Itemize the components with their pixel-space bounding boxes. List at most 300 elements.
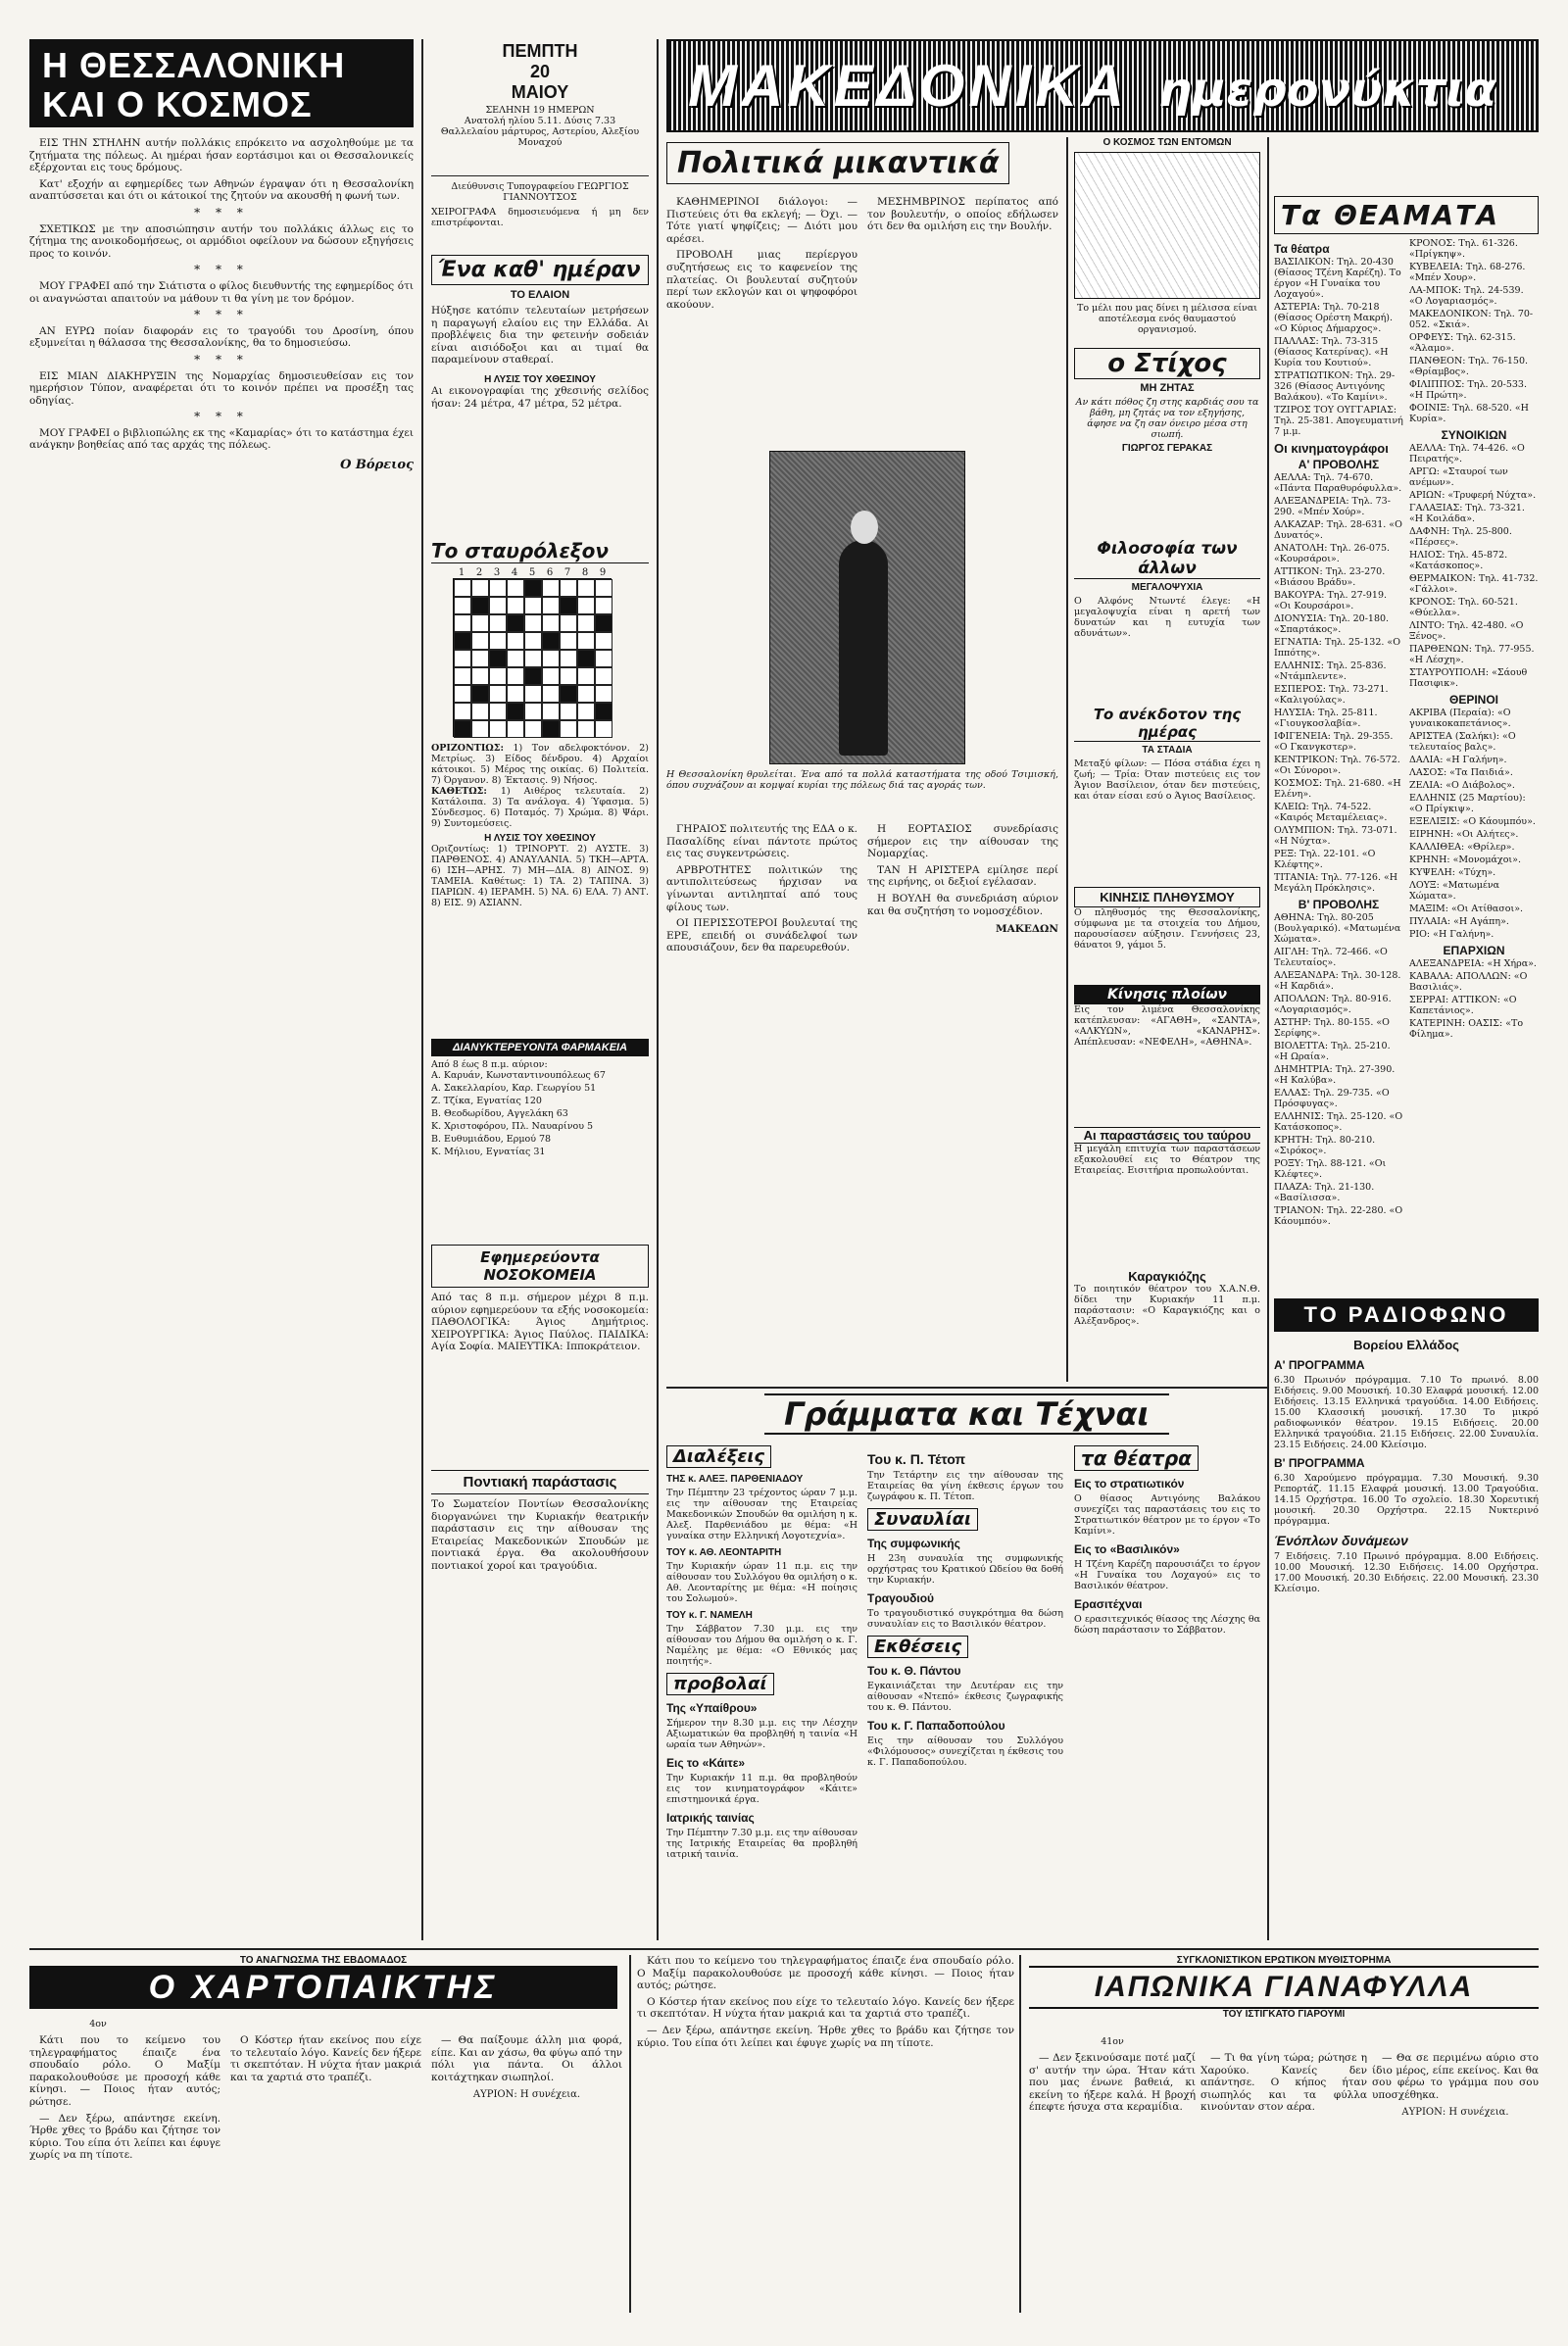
street-photo <box>770 452 964 763</box>
pharmacies-title: ΔΙΑΝΥΚΤΕΡΕΥΟΝΤΑ ΦΑΡΜΑΚΕΙΑ <box>431 1039 649 1056</box>
crossword-cell[interactable] <box>471 632 489 650</box>
cinema-item: ΑΡΙΣΤΕΑ (Σαλήκι): «Ο τελευταίος βαλς». <box>1409 731 1516 753</box>
cinema-item: ΕΛΛΑΣ: Τηλ. 29-735. «Ο Πρόσφυγας». <box>1274 1088 1390 1109</box>
dialexeis-title: Διαλέξεις <box>666 1445 771 1468</box>
separator-stars: * * * <box>194 410 249 424</box>
cinema-item: ΟΛΥΜΠΙΟΝ: Τηλ. 73-071. «Η Νύχτα». <box>1274 825 1397 847</box>
story-paragraph: — Δεν ξέρω, απάντησε εκείνη. Ήρθε χθες το βράδυ και ζήτησε τον κύριο. Του είπα ότι λείπει και έφυγε χωρίς να πη τίποτε. <box>29 2112 220 2162</box>
politika-paragraph: ΜΕΣΗΜΒΡΙΝΟΣ περίπατος από τον βουλευτήν, ο οποίος εδήλωσεν ότι δεν θα ομιλήση εις την Βουλήν. <box>867 196 1058 233</box>
concert1-text: Η 23η συναυλία της συμφωνικής ορχήστρας του Κρατικού Ωδείου θα δοθή την Κυριακήν. <box>867 1553 1063 1586</box>
crossword-cell[interactable] <box>577 632 595 650</box>
print-note: ΧΕΙΡΟΓΡΑΦΑ δημοσιευόμενα ή μη δεν επιστρέφονται. <box>431 207 649 228</box>
radio-a-text: 6.30 Πρωινόν πρόγραμμα. 7.10 Το πρωινό. 8.00 Ειδήσεις. 9.00 Μουσική. 10.30 Ελαφρά μουσική. 12.00 Ειδήσεις. 13.15 Ελληνικά τραγούδια. 14.00 Ειδήσεις. 15.00 Κλασσική μουσική. 17.30 Το μικρό ραδιοφωνικόν θέατρον. 19.15 Ειδήσεις. 20.00 Ελληνικά τραγούδια. 21.15 Ειδήσεις. 22.00 Συναυλία. 23.15 Ειδήσεις. 24.00 Κλείσιμο. <box>1274 1375 1539 1450</box>
crossword-number: 2 <box>475 567 483 578</box>
thessaloniki-title-line2: ΚΑΙ Ο ΚΟΣΜΟΣ <box>42 84 313 124</box>
ektheseis-title: Εκθέσεις <box>867 1636 968 1658</box>
photo-figure-head <box>851 511 878 544</box>
iaponika-title: ΙΑΠΩΝΙΚΑ ΓΙΑΝΑΦΥΛΛΑ <box>1029 1966 1539 2009</box>
crossword-cell[interactable] <box>595 720 612 738</box>
crossword-numbers <box>453 567 649 578</box>
iaponika-col1 <box>1029 2052 1196 2309</box>
thessaloniki-paragraph: ΕΙΣ ΜΙΑΝ ΔΙΑΚΗΡΥΞΙΝ της Νομαρχίας δημοσιευθείσαν εις τον ημερήσιον Τύπον, αναφέρεται ότι το κοινόν πρέπει να προσέξη τας οδηγίας. <box>29 369 414 407</box>
filosofia-text: Ο Αλφόνς Ντωντέ έλεγε: «Η μεγαλοψυχία είναι η αρετή των δυνατών και η ευτυχία των αδυνάτων». <box>1074 596 1260 639</box>
makedonika-title-left: ΜΑΚΕΔΟΝΙΚΑ <box>688 53 1129 119</box>
crossword-cell[interactable] <box>595 667 612 685</box>
crossword-cell[interactable] <box>542 614 560 632</box>
cinema-item: ΒΙΟΛΕΤΤΑ: Τηλ. 25-210. «Η Ωραία». <box>1274 1041 1391 1062</box>
ena-kath-section <box>431 255 649 539</box>
crossword-cell[interactable] <box>471 650 489 667</box>
ena-kath-title: Ένα καθ' ημέραν <box>431 255 649 285</box>
crossword-cell[interactable] <box>524 597 542 614</box>
hartopaiktis-col1 <box>29 2034 220 2309</box>
crossword-cell[interactable] <box>595 597 612 614</box>
iaponika-next: ΑΥΡΙΟΝ: Η συνέχεια. <box>1401 2107 1509 2119</box>
thessaloniki-title-line1: Η ΘΕΣΣΑΛΟΝΙΚΗ <box>42 45 346 85</box>
anekdoto-section <box>1074 706 1260 882</box>
crossword-clues <box>431 743 649 908</box>
column-rule <box>1267 137 1269 1940</box>
politika-body-col1 <box>666 196 858 451</box>
story-paragraph: — Τι θα γίνη τώρα; ρώτησε η Χαρούκο. Κανείς δεν απάντησε. Ο κήπος ήταν σιωπηλός και τα φύλλα κινούνταν στον αέρα. <box>1200 2052 1367 2114</box>
cinema-item: ΕΛΛΗΝΙΣ (25 Μαρτίου): «Ο Πρίγκιψ». <box>1409 793 1526 814</box>
anekdoto-title: Το ανέκδοτον της ημέρας <box>1074 706 1260 742</box>
crossword-cell[interactable] <box>577 703 595 720</box>
crossword-cell[interactable] <box>489 685 507 703</box>
stichos-poem: Αν κάτι πόθος ζη στης καρδιάς σου τα βάθη, μη ζητάς να τον εξηγήσης, άφησε να ζη σαν όνειρο μέσα στη σιωπή. <box>1075 397 1259 440</box>
crossword-cell[interactable] <box>454 614 471 632</box>
crossword-cell[interactable] <box>560 667 577 685</box>
crossword-cell[interactable] <box>489 703 507 720</box>
crossword-vertical-title: ΚΑΘΕΤΩΣ: <box>431 786 487 797</box>
anekdoto-text: Μεταξύ φίλων: — Πόσα στάδια έχει η ζωή; — Τρία: Όταν πιστεύεις εις τον Άγιον Βασίλειον, όταν δεν πιστεύεις, και όταν είσαι εσύ ο Άγιος Βασίλειος. <box>1074 758 1260 802</box>
crossword-black-cell <box>524 667 542 685</box>
crossword-cell[interactable] <box>542 650 560 667</box>
crossword-cell[interactable] <box>454 650 471 667</box>
synavliai-title: Συναυλίαι <box>867 1508 978 1531</box>
cinema-item: ΑΝΑΤΟΛΗ: Τηλ. 26-075. «Κουρσάροι». <box>1274 543 1391 564</box>
cinema-item: ΜΑΚΕΔΟΝΙΚΟΝ: Τηλ. 70-052. «Σκιά». <box>1409 309 1534 330</box>
theatre-item: ΤΖΙΡΟΣ ΤΟΥ ΟΥΓΓΑΡΙΑΣ: Τηλ. 25-381. Απογευματινή 7 μ.μ. <box>1274 405 1403 437</box>
crossword-black-cell <box>560 685 577 703</box>
theatre-news1-title: Εις το στρατιωτικόν <box>1074 1477 1185 1491</box>
cinema-item: ΒΑΚΟΥΡΑ: Τηλ. 27-919. «Οι Κουρσάροι». <box>1274 590 1388 611</box>
radio-b-title: Β' ΠΡΟΓΡΑΜΜΑ <box>1274 1456 1365 1470</box>
politika-paragraph: ΤΑΝ Η ΑΡΙΣΤΕΡΑ εμίλησε περί της ειρήνης, οι δεξιοί εγέλασαν. <box>867 863 1058 889</box>
cinema-item: ΑΡΓΩ: «Σταυροί των ανέμων». <box>1409 466 1508 488</box>
cinema-item: ΑΙΓΛΗ: Τηλ. 72-466. «Ο Τελευταίος». <box>1274 947 1388 968</box>
crossword-cell[interactable] <box>454 667 471 685</box>
crossword-cell[interactable] <box>577 720 595 738</box>
crossword-cell[interactable] <box>489 597 507 614</box>
crossword-cell[interactable] <box>471 667 489 685</box>
screening1-text: Σήμερον την 8.30 μ.μ. εις την Λέσχην Αξιωματικών θα προβληθή η ταινία «Η ωραία των Αθηνών». <box>666 1718 858 1750</box>
theatre-item: ΠΑΛΛΑΣ: Τηλ. 73-315 (Θίασος Κατερίνας). «Η Κυρία του Κουτιού». <box>1274 336 1389 368</box>
crossword-cell[interactable] <box>595 685 612 703</box>
story-paragraph: — Δεν ξεκινούσαμε ποτέ μαζί σ' αυτήν την ώρα. Ήταν κάτι που μας ένωνε βαθειά, κι εκείνη το ήξερε καλά. Η βροχή έπεφτε ήσυχα στα κεραμίδια. <box>1029 2052 1196 2114</box>
exhibition2-title: Του κ. Γ. Παπαδοπούλου <box>867 1719 1005 1733</box>
iaponika-author: ΤΟΥ ΙΣΤΙΓΚΑΤΟ ΓΙΑΡΟΥΜΙ <box>1222 2009 1346 2020</box>
exhibition1-title: Του κ. Θ. Πάντου <box>867 1664 961 1678</box>
crossword-cell[interactable] <box>471 720 489 738</box>
crossword-number: 6 <box>546 567 554 578</box>
politika-paragraph: ΑΡΒΡΟΤΗΤΕΣ πολιτικών της αντιπολιτεύσεως ήρχισαν να γίνωνται αντιληπταί από τους φίλους των. <box>666 863 858 913</box>
date-day: ΠΕΜΠΤΗ <box>502 41 578 61</box>
politika-paragraph: ΚΑΘΗΜΕΡΙΝΟΙ διάλογοι: — Πιστεύεις ότι θα εκλεγή; — Όχι. — Τότε γιατί ψηφίζεις; — Διότι μου αρέσει. <box>666 196 858 245</box>
crossword-cell[interactable] <box>454 597 471 614</box>
makedonika-banner <box>666 39 1539 132</box>
print-director: Διεύθυνσις Τυπογραφείου ΓΕΩΡΓΙΟΣ ΓΙΑΝΝΟΥΤΣΟΣ <box>451 181 629 203</box>
thessaloniki-paragraph: ΜΟΥ ΓΡΑΦΕΙ ο βιβλιοπώλης εκ της «Καμαρίας» ότι το κατάστημα έχει ανάγκην βοηθείας από τας αρχάς της πόλεως. <box>29 426 414 452</box>
synoikia-title: ΣΥΝΟΙΚΙΩΝ <box>1441 428 1507 442</box>
crossword-cell[interactable] <box>507 650 524 667</box>
crossword-cell[interactable] <box>489 720 507 738</box>
crossword-cell[interactable] <box>471 703 489 720</box>
cinema-item: ΚΥΨΕΛΗ: «Τύχη». <box>1409 867 1496 878</box>
cinema-item: ΛΑ-ΜΠΟΚ: Τηλ. 24-539. «Ο Λογαριασμός». <box>1409 285 1524 307</box>
theatre-item: ΒΑΣΙΛΙΚΟΝ: Τηλ. 20-430 (Θίασος Τζένη Καρέζη). Το έργον «Η Γυναίκα του Λοχαγού». <box>1274 257 1401 300</box>
crossword-vertical: 1) Αιθέρος τελευταία. 2) Κατάλοιπα. 3) Τα ανάλογα. 4) Ύφασμα. 5) Σύνδεσμος. 6) Ποταμός. 7) Χρώμα. 8) Ψάρι. 9) Συντομεύσεις. <box>431 786 649 829</box>
crossword-cell[interactable] <box>524 632 542 650</box>
column-rule <box>657 39 659 1940</box>
cinema-item: ΜΑΞΙΜ: «Οι Ατίθασοι». <box>1409 904 1524 914</box>
theatre-news2-title: Εις το «Βασιλικόν» <box>1074 1542 1180 1556</box>
crossword-number: 7 <box>564 567 571 578</box>
story-paragraph: — Δεν ξέρω, απάντησε εκείνη. Ήρθε χθες το βράδυ και ζήτησε τον κύριο. Του είπα ότι λείπει και έφυγε χωρίς να πη τίποτε. <box>637 2024 1014 2049</box>
crossword-cell[interactable] <box>542 703 560 720</box>
story-paragraph: Ο Κόστερ ήταν εκείνος που είχε το τελευταίο λόγο. Κανείς δεν ήξερε τι σκεπτόταν. Η νύχτα ήταν μακριά και τα χαρτιά στο τραπέζι. <box>637 1995 1014 2021</box>
pharmacy-item: Α. Καρυάν, Κωνσταντινουπόλεως 67 <box>431 1070 606 1081</box>
ena-kath-solution: Αι εικονογραφίαι της χθεσινής σελίδος ήσαν: 24 μέτρα, 47 μέτρα, 52 μέτρα. <box>431 384 649 410</box>
crossword-cell[interactable] <box>595 632 612 650</box>
insects-text: Το μέλι που μας δίνει η μέλισσα είναι αποτέλεσμα ενός θαυμαστού οργανισμού. <box>1076 303 1258 335</box>
crossword-cell[interactable] <box>560 720 577 738</box>
theatre-item: ΣΤΡΑΤΙΩΤΙΚΟΝ: Τηλ. 29-326 (Θίασος Αντιγόνης Βαλάκου). «Το Καμίνι». <box>1274 370 1396 403</box>
crossword-cell[interactable] <box>524 685 542 703</box>
ploia-section <box>1074 985 1260 1122</box>
column-rule <box>1066 137 1068 1382</box>
crossword-cell[interactable] <box>454 703 471 720</box>
cinema-item: ΗΛΥΣΙΑ: Τηλ. 25-811. «Γιουγκοσλαβία». <box>1274 708 1378 729</box>
separator-stars: * * * <box>194 352 249 367</box>
crossword-cell[interactable] <box>524 650 542 667</box>
cinema-item: ΤΙΤΑΝΙΑ: Τηλ. 77-126. «Η Μεγάλη Πρόκλησις». <box>1274 872 1398 894</box>
parastaseis-title: Αι παραστάσεις του ταύρου <box>1074 1127 1260 1144</box>
politika-paragraph: Η ΒΟΥΛΗ θα συνεδριάση αύριον και θα συζητήση το νομοσχέδιον. <box>867 892 1058 917</box>
crossword-black-cell <box>489 650 507 667</box>
crossword-cell[interactable] <box>489 579 507 597</box>
radio-station: Βορείου Ελλάδος <box>1353 1338 1459 1352</box>
politika-body-col4 <box>867 823 1058 1382</box>
hospitals-section <box>431 1245 649 1460</box>
theatre-item: ΑΣΤΕΡΙΑ: Τηλ. 70-218 (Θίασος Ορέστη Μακρή). «Ο Κύριος Δήμαρχος». <box>1274 302 1394 334</box>
thessaloniki-paragraph: ΑΝ ΕΥΡΩ ποίαν διαφοράν εις το τραγούδι του Δροσίνη, όπου εξυμνείται η θάλασσα της Θεσσαλονίκης, θα το δημοσιεύσω. <box>29 324 414 350</box>
eparchion-title: ΕΠΑΡΧΙΩΝ <box>1443 944 1505 957</box>
crossword-cell[interactable] <box>595 579 612 597</box>
grammata-col3 <box>1074 1445 1260 1940</box>
pontiaki-section <box>431 1470 649 1940</box>
crossword-cell[interactable] <box>507 685 524 703</box>
hartopaiktis-col2 <box>230 2034 421 2309</box>
cinema-item: ΑΛΚΑΖΑΡ: Τηλ. 28-631. «Ο Δυνατός». <box>1274 519 1402 541</box>
crossword-cell[interactable] <box>489 614 507 632</box>
cinema-item: ΛΟΥΞ: «Ματωμένα Χώματα». <box>1409 880 1500 902</box>
iaponika-col2 <box>1200 2052 1367 2309</box>
cinema-item: ΔΑΦΝΗ: Τηλ. 25-800. «Πέρσες». <box>1409 526 1512 548</box>
story-paragraph: Κάτι που το κείμενο του τηλεγραφήματος έπαιζε ένα σπουδαίο ρόλο. Ο Μαξίμ παρακολουθούσε με προσοχή κάθε κίνησι. — Ποιος ήταν αυτός; ρώτησε. <box>637 1955 1014 1992</box>
karagiozis-text: Το ποιητικόν θέατρον του Χ.Α.Ν.Θ. δίδει την Κυριακήν 11 π.μ. παράστασιν: «Ο Καραγκιόζης και ο Αλέξανδρος». <box>1074 1284 1260 1327</box>
cinema-item: ΠΑΝΘΕΟΝ: Τηλ. 76-150. «Θρίαμβος». <box>1409 356 1529 377</box>
radio-title: ΤΟ ΡΑΔΙΟΦΩΝΟ <box>1274 1298 1539 1332</box>
crossword-cell[interactable] <box>471 614 489 632</box>
lecture1-text: Την Πέμπτην 23 τρέχοντος ώραν 7 μ.μ. εις την αίθουσαν της Εταιρείας Μακεδονικών Σπουδών θα ομιλήση η κ. Αλεξ. Παρθενιάδου με θέμα: «Η γυναίκα στην Ελληνική Λογοτεχνία». <box>666 1488 858 1541</box>
cinema-item: ΑΚΡΙΒΑ (Περαία): «Ο γυναικοκαπετάνιος». <box>1409 708 1511 729</box>
crossword-cell[interactable] <box>595 650 612 667</box>
kiniseis-title: ΚΙΝΗΣΙΣ ΠΛΗΘΥΣΜΟΥ <box>1074 887 1260 907</box>
crossword-number: 8 <box>581 567 589 578</box>
crossword-grid[interactable] <box>453 578 612 737</box>
therinoi-title: ΘΕΡΙΝΟΙ <box>1448 693 1498 707</box>
cinema-item: ΑΕΛΛΑ: Τηλ. 74-670. «Πάντα Παραθυρόφυλλα». <box>1274 472 1402 494</box>
grammata-banner <box>666 1393 1267 1441</box>
crossword-number: 3 <box>493 567 501 578</box>
screening3-text: Την Πέμπτην 7.30 μ.μ. εις την αίθουσαν της Ιατρικής Εταιρείας θα προβληθή ιατρική ταινία. <box>666 1828 858 1860</box>
thessaloniki-signature: Ο Βόρειος <box>340 458 414 473</box>
cinema-item: ΠΑΡΘΕΝΩΝ: Τηλ. 77-955. «Η Λέσχη». <box>1409 644 1535 665</box>
crossword-black-cell <box>524 579 542 597</box>
ena-kath-subtitle: ΤΟ ΕΛΑΙΟΝ <box>510 289 570 301</box>
saints-info: Θαλλελαίου μάρτυρος, Αστερίου, Αλεξίου Μοναχού <box>440 126 640 148</box>
crossword-cell[interactable] <box>577 685 595 703</box>
crossword-cell[interactable] <box>560 579 577 597</box>
grammata-title: Γράμματα και Τέχναι <box>764 1393 1169 1435</box>
print-info <box>431 181 649 250</box>
crossword-cell[interactable] <box>577 597 595 614</box>
cinema-item: ΑΛΕΞΑΝΔΡΑ: Τηλ. 30-128. «Η Καρδιά». <box>1274 970 1401 992</box>
cinema-item: ΡΙΟ: «Η Γαλήνη». <box>1409 929 1494 940</box>
exhibition1-text: Εγκαινιάζεται την Δευτέραν εις την αίθουσαν «Ντεπό» έκθεσις ζωγραφικής του κ. Θ. Πάντου. <box>867 1681 1063 1713</box>
crossword-solution-title: Η ΛΥΣΙΣ ΤΟΥ ΧΘΕΣΙΝΟΥ <box>484 833 596 844</box>
iaponika-col3 <box>1372 2052 1539 2309</box>
grammata-col2 <box>867 1445 1063 1940</box>
pharmacy-item: Ζ. Τζίκα, Εγνατίας 120 <box>431 1096 542 1106</box>
cinema-item: ΘΕΡΜΑΙΚΟΝ: Τηλ. 41-732. «Γάλλοι». <box>1409 573 1539 595</box>
cinema-item: ΦΟΙΝΙΞ: Τηλ. 68-520. «Η Κυρία». <box>1409 403 1529 424</box>
cinema-item: ΚΑΒΑΛΑ: ΑΠΟΛΛΩΝ: «Ο Βασιλιάς». <box>1409 971 1528 993</box>
crossword-cell[interactable] <box>489 632 507 650</box>
cinema-item: ΛΑΣΟΣ: «Τα Παιδιά». <box>1409 767 1513 778</box>
crossword-cell[interactable] <box>560 632 577 650</box>
radio-b-text: 6.30 Χαρούμενο πρόγραμμα. 7.30 Μουσική. 9.30 Ρεπορτάζ. 11.15 Ελαφρά μουσική. 13.00 Τραγούδια. 14.15 Ορχήστρα. 16.00 Το σχολείο. 18.30 Χορευτική μουσική. 20.30 Ορχήστρα. 22.15 Νυκτερινό πρόγραμμα. <box>1274 1473 1539 1527</box>
crossword-cell[interactable] <box>560 703 577 720</box>
hospitals-title: Εφημερεύοντα ΝΟΣΟΚΟΜΕΙΑ <box>431 1245 649 1288</box>
crossword-number: 1 <box>458 567 466 578</box>
concert2-text: Το τραγουδιστικό συγκρότημα θα δώση συναυλίαν εις το Βασιλικόν θέατρον. <box>867 1608 1063 1630</box>
crossword-black-cell <box>542 632 560 650</box>
lecture2-title: ΤΟΥ κ. ΑΘ. ΛΕΟΝΤΑΡΙΤΗ <box>666 1547 782 1558</box>
crossword-cell[interactable] <box>577 614 595 632</box>
politika-title: Πολιτικά μικαντικά <box>666 142 1009 184</box>
cinema-item: ΛΙΝΤΟ: Τηλ. 42-480. «Ο Ξένος». <box>1409 620 1524 642</box>
concert2-title: Τραγουδιού <box>867 1591 935 1605</box>
crossword-black-cell <box>507 703 524 720</box>
theamata-col1 <box>1274 238 1403 1229</box>
crossword-cell[interactable] <box>524 614 542 632</box>
stichos-subtitle: ΜΗ ΖΗΤΑΣ <box>1140 382 1195 394</box>
hartopaiktis-col4 <box>637 1955 1014 2308</box>
insects-section <box>1074 137 1260 343</box>
exhibition2-text: Εις την αίθουσαν του Συλλόγου «Φιλόμουσος» συνεχίζεται η έκθεσις του κ. Γ. Παπαδοπούλου. <box>867 1735 1063 1768</box>
date-month: ΜΑΙΟΥ <box>511 82 569 102</box>
date-number: 20 <box>529 62 551 81</box>
crossword-cell[interactable] <box>489 667 507 685</box>
cinema-item: ΚΡΗΤΗ: Τηλ. 80-210. «Σιρόκος». <box>1274 1135 1376 1156</box>
crossword-black-cell <box>577 650 595 667</box>
thessaloniki-paragraph: ΣΧΕΤΙΚΩΣ με την αποσιώπησιν αυτήν του πολλάκις άλλως εις το ζήτημα της ανοικοδομήσεως, οι αρμόδιοι οφείλουν να δώσουν εξηγήσεις προς το κοινόν. <box>29 222 414 260</box>
makedonika-title-right: ημερονύκτια <box>1158 63 1497 118</box>
cinema-item: ΑΣΤΗΡ: Τηλ. 80-155. «Ο Σερίφης». <box>1274 1017 1390 1039</box>
politika-paragraph: Η ΕΟΡΤΑΣΙΟΣ συνεδρίασις σήμερον εις την αίθουσαν της Νομαρχίας. <box>867 823 1058 860</box>
crossword-cell[interactable] <box>542 667 560 685</box>
cinema-item: ΕΞΕΛΙΞΙΣ: «Ο Κάουμπόυ». <box>1409 816 1536 827</box>
thessaloniki-paragraph: ΜΟΥ ΓΡΑΦΕΙ από την Σιάτιστα ο φίλος διευθυντής της εφημερίδος ότι οι αναγνώσται απαιτούν να μάθουν τι θα γίνη με τον δρόμον. <box>29 279 414 305</box>
screening3-title: Ιατρικής ταινίας <box>666 1811 755 1825</box>
pharmacy-item: Κ. Χριστοφόρου, Πλ. Ναυαρίνου 5 <box>431 1121 594 1132</box>
theamata-col2 <box>1409 238 1539 1229</box>
cinema-item: ΚΑΛΛΙΘΕΑ: «Θρίλερ». <box>1409 842 1515 853</box>
crossword-cell[interactable] <box>507 632 524 650</box>
teton-title: Του κ. Π. Τέτοπ <box>867 1451 966 1467</box>
crossword-cell[interactable] <box>560 614 577 632</box>
theamata-section <box>1274 196 1539 1294</box>
iaponika-banner <box>1029 1955 1539 2033</box>
cinema-item: ΗΛΙΟΣ: Τηλ. 45-872. «Κατάσκοπος». <box>1409 550 1508 571</box>
crossword-cell[interactable] <box>507 597 524 614</box>
cinema-item: ΑΤΤΙΚΟΝ: Τηλ. 23-270. «Βιάσου Βράδυ». <box>1274 566 1386 588</box>
theatre-news3-title: Ερασιτέχναι <box>1074 1597 1143 1611</box>
politika-paragraph: ΟΙ ΠΕΡΙΣΣΟΤΕΡΟΙ βουλευταί της ΕΡΕ, επειδή οι συνάδελφοί των απουσιάζουν, δεν θα παρευρεθούν. <box>666 917 858 954</box>
provolai-title: προβολαί <box>666 1673 774 1695</box>
crossword-number: 9 <box>599 567 607 578</box>
story-paragraph: — Θα παίξουμε άλλη μια φορά, είπε. Και αν χάσω, θα φύγω από την πόλι για πάντα. Οι άλλοι κοιτάχτηκαν σιωπηλοί. <box>431 2034 622 2083</box>
sun-info: Ανατολή ηλίου 5.11. Δύσις 7.33 <box>464 116 616 126</box>
theatra-title: Τα θέατρα <box>1274 242 1330 256</box>
pharmacies-section <box>431 1039 649 1235</box>
crossword-cell[interactable] <box>542 685 560 703</box>
hartopaiktis-next: ΑΥΡΙΟΝ: Η συνέχεια. <box>472 2089 581 2101</box>
crossword-cell[interactable] <box>577 667 595 685</box>
cinema-item: ΚΕΝΤΡΙΚΟΝ: Τηλ. 76-572. «Οι Σύνοροι». <box>1274 755 1400 776</box>
filosofia-subtitle: ΜΕΓΑΛΟΨΥΧΙΑ <box>1131 582 1203 593</box>
hartopaiktis-banner <box>29 1955 617 2014</box>
cinema-item: ΚΡΗΝΗ: «Μονομάχοι». <box>1409 855 1521 865</box>
cinema-item: ΓΑΛΑΞΙΑΣ: Τηλ. 73-321. «Η Κοιλάδα». <box>1409 503 1525 524</box>
crossword-cell[interactable] <box>471 579 489 597</box>
insect-drawing <box>1074 152 1260 299</box>
pontiaki-title: Ποντιακή παράστασις <box>431 1470 649 1494</box>
cinemas-title: Οι κινηματογράφοι <box>1274 441 1389 456</box>
crossword-section <box>431 539 649 1029</box>
cinema-item: ΕΛΛΗΝΙΣ: Τηλ. 25-120. «Ο Κατάσκοπος». <box>1274 1111 1403 1133</box>
crossword-cell[interactable] <box>577 579 595 597</box>
crossword-cell[interactable] <box>507 579 524 597</box>
stichos-author: ΓΙΩΡΓΟΣ ΓΕΡΑΚΑΣ <box>1121 443 1213 454</box>
hartopaiktis-col3 <box>431 2034 622 2309</box>
thessaloniki-paragraph: Κατ' εξοχήν αι εφημερίδες των Αθηνών έγραψαν ότι η Θεσσαλονίκη αναπτύσσεται και ότι οι κάτοικοί της ζητούν να ακουσθή η φωνή των. <box>29 177 414 203</box>
newspaper-page <box>29 39 1539 2313</box>
radio-section <box>1274 1298 1539 1940</box>
ena-kath-solution-title: Η ΛΥΣΙΣ ΤΟΥ ΧΘΕΣΙΝΟΥ <box>484 373 596 385</box>
column-rule <box>1019 1955 1021 2313</box>
cinema-item: ΕΣΠΕΡΟΣ: Τηλ. 73-271. «Καλιγούλας». <box>1274 684 1389 706</box>
crossword-cell[interactable] <box>560 650 577 667</box>
crossword-number: 4 <box>511 567 518 578</box>
lecture3-title: ΤΟΥ κ. Γ. ΝΑΜΕΛΗ <box>666 1610 753 1621</box>
parastaseis-section <box>1074 1127 1260 1264</box>
radio-enoplon-text: 7 Ειδήσεις. 7.10 Πρωινό πρόγραμμα. 8.00 Ειδήσεις. 10.00 Μουσική. 12.30 Ειδήσεις. 14.00 Ορχήστρα. 17.00 Μουσική. 20.30 Ειδήσεις. 22.00 Μουσική. 23.30 Κλείσιμο. <box>1274 1551 1539 1594</box>
karagiozis-title: Καραγκιόζης <box>1128 1269 1206 1284</box>
cinema-item: ΡΟΞΥ: Τηλ. 88-121. «Οι Κλέφτες». <box>1274 1158 1387 1180</box>
pharmacies-list <box>431 1070 649 1157</box>
crossword-cell[interactable] <box>542 597 560 614</box>
kiniseis-text: Ο πληθυσμός της Θεσσαλονίκης, σύμφωνα με τα στοιχεία του Δήμου, παρουσίασεν αύξησιν. Γεννήσεις 23, θάνατοι 9, γάμοι 5. <box>1074 907 1260 951</box>
cinema-item: ΕΙΡΗΝΗ: «Οι Αλήτες». <box>1409 829 1519 840</box>
section-rule <box>666 1387 1267 1389</box>
thessaloniki-title-box <box>29 39 414 127</box>
pharmacy-item: Β. Θεοδωρίδου, Αγγελάκη 63 <box>431 1108 568 1119</box>
cinema-item: ΑΛΕΞΑΝΔΡΕΙΑ: «Η Χήρα». <box>1409 958 1537 969</box>
hartopaiktis-episode: 4ον <box>89 2019 107 2029</box>
cinema-item: ΡΕΞ: Τηλ. 22-101. «Ο Κλέφτης». <box>1274 849 1376 870</box>
crossword-cell[interactable] <box>507 720 524 738</box>
pharmacy-item: Β. Ευθυμιάδου, Ερμού 78 <box>431 1134 552 1145</box>
theatre-news2-text: Η Τζένη Καρέζη παρουσιάζει το έργον «Η Γυναίκα του Λοχαγού» εις το Βασιλικόν θέατρον. <box>1074 1559 1260 1591</box>
crossword-cell[interactable] <box>524 703 542 720</box>
column-rule <box>629 1955 631 2313</box>
crossword-number: 5 <box>528 567 536 578</box>
cinema-item: ΖΕΛΙΑ: «Ο Διάβολος». <box>1409 780 1515 791</box>
crossword-horizontal: 1) Τον αδελφοκτόνον. 2) Μετρίως. 3) Είδος δένδρου. 4) Αρχαίοι κάτοικοι. 5) Μέρος της οικίας. 6) Πολιτεία. 7) Όργανον. 8) Έκτασις. 9) Νήσος. <box>431 743 649 786</box>
cinema-item: ΕΛΛΗΝΙΣ: Τηλ. 25-836. «Ντάμπλεντε». <box>1274 660 1387 682</box>
thessaloniki-body <box>29 137 414 1940</box>
crossword-cell[interactable] <box>542 579 560 597</box>
cinema-item: ΤΡΙΑΝΟΝ: Τηλ. 22-280. «Ο Κάουμπόυ». <box>1274 1205 1403 1227</box>
filosofia-section <box>1074 539 1260 701</box>
anekdoto-subtitle: ΤΑ ΣΤΑΔΙΑ <box>1142 745 1193 756</box>
crossword-cell[interactable] <box>454 685 471 703</box>
crossword-title: Το σταυρόλεξον <box>431 539 649 563</box>
crossword-black-cell <box>471 597 489 614</box>
pontiaki-text: Το Σωματείον Ποντίων Θεσσαλονίκης διοργανώνει την Κυριακήν θεατρικήν παράστασιν εις την αίθουσαν της Εταιρείας Μακεδονικών Σπουδών με ποντιακά έργα. Θα ακολουθήσουν ποντιακοί χοροί και τραγούδια. <box>431 1498 649 1572</box>
pharmacy-item: Α. Σακελλαρίου, Καρ. Γεωργίου 51 <box>431 1083 597 1094</box>
ena-kath-text: Ηύξησε κατόπιν τελευταίων μετρήσεων η παραγωγή ελαίου εις την Ελλάδα. Αι προβλέψεις δια την φετεινήν σοδειάν είναι αισιόδοξοι και αι τιμαί θα παραμείνουν σταθεραί. <box>431 305 649 367</box>
cinema-item: ΔΙΟΝΥΣΙΑ: Τηλ. 20-180. «Σπαρτάκος». <box>1274 613 1390 635</box>
cinema-item: ΑΛΕΞΑΝΔΡΕΙΑ: Τηλ. 73-290. «Μπέν Χούρ». <box>1274 496 1391 517</box>
crossword-cell[interactable] <box>507 667 524 685</box>
cinema-item: ΠΥΛΑΙΑ: «Η Αγάπη». <box>1409 916 1509 927</box>
crossword-solution: Οριζοντίως: 1) ΤΡΙΝΟΡΥΤ. 2) ΑΥΣΤΕ. 3) ΠΑΡΘΕΝΟΣ. 4) ΑΝΑΥΛΑΝΙΑ. 5) ΤΚΗ—ΑΡΤΑ. 6) ΙΣΗ—ΑΡΗΣ. 7) ΜΗ—ΔΙΑ. 8) ΑΙΝΟΣ. 9) ΤΑΜΕΙΑ. Καθέτως: 1) ΤΑ. 2) ΤΑΠΙΝΑ. 3) ΠΑΡΙΩΝ. 4) ΙΕΡΑΜΗ. 5) ΝΑ. 6) ΕΛΑ. 7) ΑΝΤ. 8) ΕΙΣ. 9) ΑΣΙΑΝΝ. <box>431 844 649 908</box>
crossword-cell[interactable] <box>454 579 471 597</box>
photo-box <box>769 451 965 764</box>
theatre-news3-text: Ο ερασιτεχνικός θίασος της Λέσχης θα δώση παράστασιν το Σάββατον. <box>1074 1614 1260 1636</box>
crossword-black-cell <box>507 614 524 632</box>
crossword-cell[interactable] <box>524 720 542 738</box>
photo-caption: Η Θεσσαλονίκη θρυλείται. Ένα από τα πολλά καταστήματα της οδού Τσιμισκή, όπου συχνάζουν αι κομψαί κυρίαι της πόλεως διά τας αγοράς των. <box>666 769 1058 791</box>
cinema-item: ΚΡΟΝΟΣ: Τηλ. 61-326. «Πρίγκηψ». <box>1409 238 1518 260</box>
cinema-item: ΑΡΙΩΝ: «Τρυφερή Νύχτα». <box>1409 490 1537 501</box>
hartopaiktis-title: Ο ΧΑΡΤΟΠΑΙΚΤΗΣ <box>29 1966 617 2009</box>
lecture2-text: Την Κυριακήν ώραν 11 π.μ. εις την αίθουσαν του Συλλόγου θα ομιλήση ο κ. Αθ. Λεονταρίτης με θέμα: «Η ποίησις του Σολωμού». <box>666 1561 858 1604</box>
